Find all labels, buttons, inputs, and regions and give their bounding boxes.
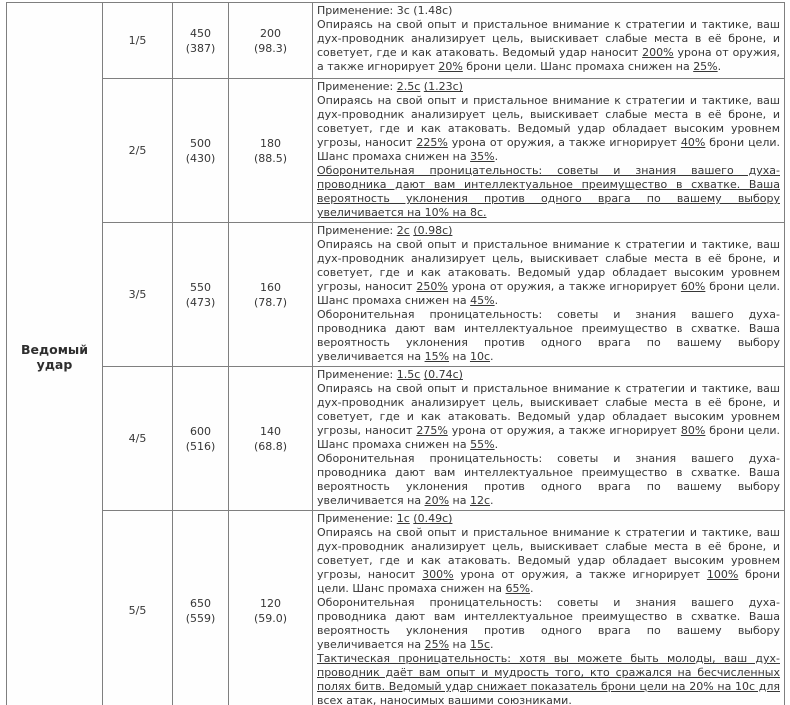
description-text: Оборонительная проницательность: советы и знания вашего духа-проводника дают вам интеллектуальное преимущество в схватке. Ваша вероятность уклонения против одного врага по вашему выбору увеличивается на [317, 308, 780, 363]
table-row [7, 223, 785, 367]
description-text: брони цели. Шанс промаха снижен на [462, 60, 694, 73]
description-text: на [449, 494, 470, 507]
stat1-main: 550 [190, 280, 211, 294]
stat1-sub: (516) [185, 439, 216, 453]
table-row [7, 367, 785, 511]
skill-name-cell: Ведомый удар [7, 3, 103, 705]
stat1-sub: (559) [185, 611, 216, 625]
description-text: брони цели. Шанс промаха снижен на [317, 136, 780, 163]
description-paragraph [317, 164, 780, 220]
description-text: на [449, 638, 470, 651]
description-paragraph [317, 512, 780, 526]
stat1-cell [173, 511, 229, 705]
description-text: . [494, 438, 499, 451]
underlined-value: (0.98с) [413, 224, 453, 237]
underlined-value: 10с [469, 350, 491, 363]
stat1-sub: (430) [185, 151, 216, 165]
description-paragraph [317, 308, 780, 364]
stat2-main: 140 [260, 424, 281, 438]
description-text: . [490, 494, 494, 507]
description-cell [313, 223, 785, 367]
stat1-sub: (473) [185, 295, 216, 309]
description-text: Опираясь на свой опыт и пристальное внимание к стратегии и тактике, ваш дух-проводник анализирует цель, выискивает слабые места в её броне, и советует, где и как атаковать. Ведомый удар обладает высоким уровнем угрозы, наносит [317, 526, 780, 581]
description-text: Применение: [317, 224, 397, 237]
description-text: урона от оружия, а также игнорирует [453, 568, 707, 581]
description-text: урона от оружия, а также игнорирует [447, 136, 681, 149]
stat1-main: 500 [190, 136, 211, 150]
description-paragraph [317, 526, 780, 596]
description-paragraph [317, 596, 780, 652]
description-cell [313, 3, 785, 79]
underlined-value: 225% [416, 136, 448, 149]
description-text: урона от оружия, а также игнорирует [447, 424, 681, 437]
underlined-value: (0.74с) [423, 368, 463, 381]
stat2-cell [229, 3, 313, 79]
description-text: . [530, 582, 534, 595]
description-cell [313, 511, 785, 705]
stat2-sub: (98.3) [253, 41, 288, 55]
level-cell: 1/5 [103, 3, 173, 79]
description-paragraph [317, 382, 780, 452]
stat1-cell [173, 79, 229, 223]
description-paragraph [317, 4, 780, 18]
stat2-main: 120 [260, 596, 281, 610]
description-paragraph [317, 452, 780, 508]
skill-rows [7, 3, 785, 705]
underlined-value: 2.5с [396, 80, 421, 93]
description-paragraph [317, 652, 780, 705]
level-cell: 2/5 [103, 79, 173, 223]
stat2-main: 180 [260, 136, 281, 150]
stat2-sub: (68.8) [253, 439, 288, 453]
stat2-sub: (88.5) [253, 151, 288, 165]
underlined-value: 25% [693, 60, 718, 73]
stat2-main: 160 [260, 280, 281, 294]
stat1-sub: (387) [185, 41, 216, 55]
table-row [7, 3, 785, 79]
description-text: Применение: 3с (1.48с) [317, 4, 453, 17]
stat2-cell [229, 79, 313, 223]
skill-table [6, 2, 785, 705]
stat1-cell [173, 3, 229, 79]
underlined-value: 1.5с [396, 368, 421, 381]
underlined-value: 25% [424, 638, 450, 651]
description-text: Опираясь на свой опыт и пристальное внимание к стратегии и тактике, ваш дух-проводник анализирует цель, выискивает слабые места в её броне, и советует, где и как атаковать. Ведомый удар наносит [317, 18, 780, 59]
underlined-value: 60% [680, 280, 706, 293]
description-cell [313, 367, 785, 511]
underlined-value: Тактическая проницательность: хотя вы можете быть молоды, ваш дух-проводник даёт вам опыт и мудрость того, кто сражался на бесчисленных полях битв. Ведомый удар снижает показатель брони цели на 20% на 10с для всех атак, наносимых вашими союзниками. [317, 652, 780, 705]
underlined-value: 20% [438, 60, 463, 73]
underlined-value: 80% [680, 424, 706, 437]
stat2-cell [229, 223, 313, 367]
underlined-value: 65% [505, 582, 530, 595]
underlined-value: (1.23с) [423, 80, 463, 93]
table-row [7, 79, 785, 223]
description-text: Опираясь на свой опыт и пристальное внимание к стратегии и тактике, ваш дух-проводник анализирует цель, выискивает слабые места в её броне, и советует, где и как атаковать. Ведомый удар обладает высоким уровнем угрозы, наносит [317, 238, 780, 293]
description-text: . [490, 350, 494, 363]
description-text: урона от оружия, а также игнорирует [317, 46, 780, 73]
description-text: . [494, 294, 499, 307]
underlined-value: 45% [470, 294, 495, 307]
underlined-value: 15% [424, 350, 450, 363]
description-text: урона от оружия, а также игнорирует [447, 280, 681, 293]
underlined-value: 15с [469, 638, 491, 651]
stat2-cell [229, 511, 313, 705]
stat2-sub: (78.7) [253, 295, 288, 309]
stat1-main: 450 [190, 26, 211, 40]
level-cell: 4/5 [103, 367, 173, 511]
description-text: Оборонительная проницательность: советы и знания вашего духа-проводника дают вам интеллектуальное преимущество в схватке. Ваша вероятность уклонения против одного врага по вашему выбору увеличивается на [317, 596, 780, 651]
description-paragraph [317, 368, 780, 382]
description-text: . [490, 638, 494, 651]
underlined-value: (0.49с) [413, 512, 453, 525]
description-text: брони цели. Шанс промаха снижен на [317, 280, 780, 307]
underlined-value: 12с [469, 494, 491, 507]
description-paragraph [317, 94, 780, 164]
description-text: на [449, 350, 470, 363]
description-text: Применение: [317, 368, 397, 381]
description-text: . [717, 60, 722, 73]
stat2-cell [229, 367, 313, 511]
description-paragraph [317, 80, 780, 94]
description-paragraph [317, 224, 780, 238]
level-cell: 5/5 [103, 511, 173, 705]
description-text: Оборонительная проницательность: советы и знания вашего духа-проводника дают вам интеллектуальное преимущество в схватке. Ваша вероятность уклонения против одного врага по вашему выбору увеличивается на [317, 452, 780, 507]
underlined-value: 55% [470, 438, 495, 451]
stat1-main: 650 [190, 596, 211, 610]
description-text: Применение: [317, 80, 397, 93]
underlined-value: 20% [424, 494, 450, 507]
stat1-main: 600 [190, 424, 211, 438]
underlined-value: 40% [680, 136, 706, 149]
underlined-value: 275% [416, 424, 448, 437]
description-text: Опираясь на свой опыт и пристальное внимание к стратегии и тактике, ваш дух-проводник анализирует цель, выискивает слабые места в её броне, и советует, где и как атаковать. Ведомый удар обладает высоким уровнем угрозы, наносит [317, 382, 780, 437]
description-text: брони цели. Шанс промаха снижен на [317, 424, 780, 451]
description-text: . [494, 150, 499, 163]
stat1-cell [173, 223, 229, 367]
underlined-value: 2с [396, 224, 410, 237]
level-cell: 3/5 [103, 223, 173, 367]
description-paragraph [317, 238, 780, 308]
description-text: брони цели. Шанс промаха снижен на [317, 568, 781, 595]
stat2-main: 200 [260, 26, 281, 40]
description-paragraph [317, 18, 780, 74]
table-row [7, 511, 785, 705]
underlined-value: 200% [642, 46, 674, 59]
underlined-value: 100% [706, 568, 739, 581]
description-cell [313, 79, 785, 223]
stat2-sub: (59.0) [253, 611, 288, 625]
underlined-value: 250% [416, 280, 448, 293]
underlined-value: 300% [422, 568, 454, 581]
underlined-value: 35% [470, 150, 495, 163]
stat1-cell [173, 367, 229, 511]
underlined-value: 1с [396, 512, 410, 525]
description-text: Применение: [317, 512, 397, 525]
description-text: Опираясь на свой опыт и пристальное внимание к стратегии и тактике, ваш дух-проводник анализирует цель, выискивает слабые места в её броне, и советует, где и как атаковать. Ведомый удар обладает высоким уровнем угрозы, наносит [317, 94, 780, 149]
underlined-value: Оборонительная проницательность: советы и знания вашего духа-проводника дают вам интеллектуальное преимущество в схватке. Ваша вероятность уклонения против одного врага по вашему выбору увеличивается на 10% на 8с. [317, 164, 780, 219]
